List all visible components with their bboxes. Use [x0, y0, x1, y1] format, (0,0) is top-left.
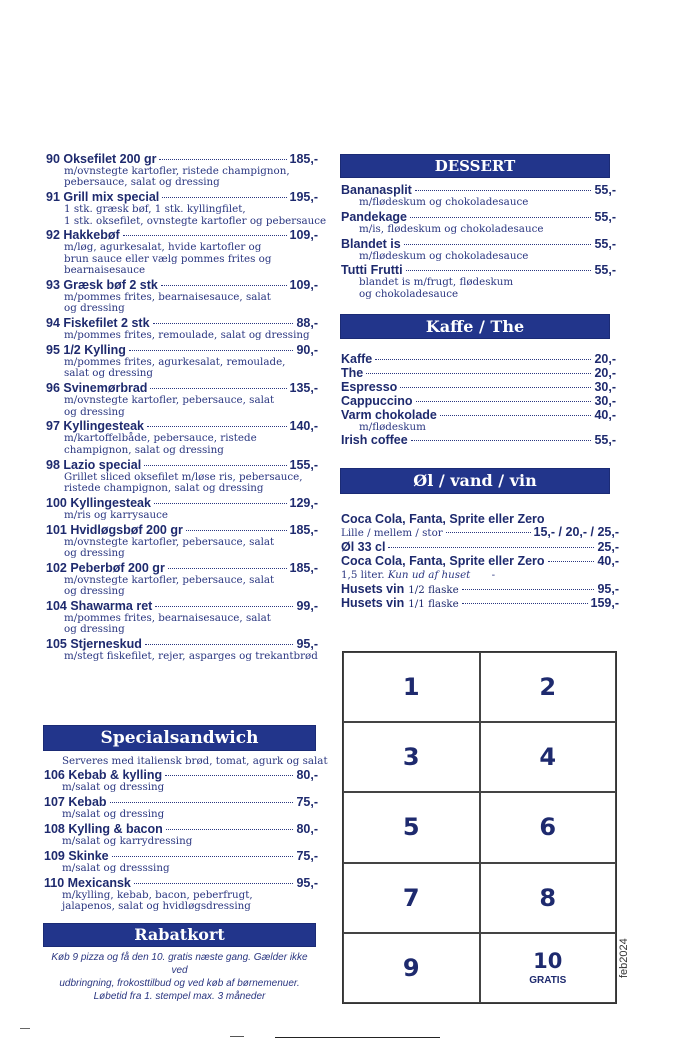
drinks-cola-sizes	[341, 526, 619, 539]
dot-leader	[162, 197, 286, 198]
menu-item-name: 106 Kebab & kylling	[44, 768, 163, 782]
menu-item-price: 40,-	[594, 408, 616, 422]
menu-item-price: 20,-	[594, 366, 616, 380]
stamp-cell	[343, 722, 480, 792]
menu-item-name: Bananasplit	[341, 183, 412, 197]
menu-item-head	[46, 278, 318, 292]
menu-item-head	[46, 599, 318, 613]
menu-item-price: 55,-	[594, 209, 616, 224]
menu-item-head	[341, 352, 616, 366]
menu-item-name: Varm chokolade	[341, 408, 437, 422]
menu-item-head	[46, 381, 318, 395]
menu-item-description: og dressing	[64, 623, 125, 636]
menu-item-description: m/ovnstegte kartofler, pebersauce, salat	[64, 394, 275, 407]
menu-item	[46, 599, 318, 636]
menu-item-description: m/stegt fiskefilet, rejer, asparges og trekantbrød	[64, 650, 318, 663]
menu-item-name: 94 Fiskefilet 2 stk	[46, 316, 150, 331]
menu-item-head	[341, 263, 616, 277]
menu-item-name: Irish coffee	[341, 433, 408, 448]
menu-item	[44, 876, 318, 913]
dot-leader	[144, 465, 286, 466]
menu-item-price: 90,-	[296, 343, 318, 357]
menu-item-name: 107 Kebab	[44, 795, 107, 809]
vin-full-size: 1/1 flaske	[408, 598, 459, 610]
dot-leader	[404, 244, 592, 245]
menu-item	[341, 263, 616, 300]
dot-leader	[166, 829, 294, 830]
menu-item-name: 96 Svinemørbrad	[46, 381, 148, 396]
menu-item	[341, 352, 616, 366]
menu-item	[341, 408, 616, 433]
menu-item-price: 30,-	[594, 394, 616, 408]
dot-leader	[147, 426, 287, 427]
specialsandwich-intro: Serveres med italiensk brød, tomat, agurk og salat	[62, 755, 328, 767]
menu-item	[341, 394, 616, 408]
specialsandwich-header: Specialsandwich	[44, 726, 315, 750]
stamp-cell-free	[480, 933, 617, 1003]
menu-item-name: The	[341, 366, 364, 380]
menu-item-name: Blandet is	[341, 236, 401, 251]
dot-leader	[388, 547, 594, 548]
menu-item-name: Kaffe	[341, 352, 373, 366]
menu-item-head	[46, 228, 318, 242]
rabatkort-line: Løbetid fra 1. stempel max. 3 måneder	[93, 991, 266, 1002]
menu-item-name: 105 Stjerneskud	[46, 637, 142, 652]
dot-leader	[161, 285, 287, 286]
menu-item-name: 93 Græsk bøf 2 stk	[46, 278, 158, 292]
stamp-cell	[480, 652, 617, 722]
menu-item	[46, 190, 327, 227]
menu-item	[341, 433, 616, 447]
menu-item-description: m/salat og dressing	[62, 781, 165, 793]
menu-item-name: 101 Hvidløgsbøf 200 gr	[46, 522, 183, 537]
menu-item-name: 108 Kylling & bacon	[44, 822, 163, 836]
dot-leader	[400, 387, 591, 388]
dot-leader	[462, 589, 595, 590]
menu-item-name: Pandekage	[341, 209, 408, 224]
menu-item-description: ristede champignon, salat og dressing	[64, 482, 264, 494]
menu-item-head	[46, 496, 318, 510]
stamp-card	[342, 651, 617, 1004]
scan-line	[275, 1037, 440, 1038]
stamp-cell	[480, 792, 617, 862]
menu-item-head	[46, 458, 318, 472]
menu-item-head	[46, 190, 318, 204]
dot-leader	[440, 415, 592, 416]
menu-item-description: m/is, flødeskum og chokoladesauce	[359, 222, 544, 235]
stamp-number: 4	[539, 743, 557, 772]
drinks-cola-large	[341, 554, 619, 568]
menu-item-price: 135,-	[289, 381, 318, 396]
menu-item-head	[341, 394, 616, 408]
menu-item-description: m/salat og dresssing	[62, 862, 170, 874]
menu-item-price: 140,-	[289, 419, 318, 434]
menu-item-description: m/ris og karrysauce	[64, 508, 169, 521]
dot-leader	[411, 440, 592, 441]
menu-item-price: 55,-	[594, 236, 616, 251]
drinks-cola-name: Coca Cola, Fanta, Sprite eller Zero	[341, 512, 545, 526]
menu-item-head	[44, 849, 318, 863]
dot-leader	[159, 159, 286, 160]
menu-item	[46, 316, 318, 341]
menu-item-name: 100 Kyllingesteak	[46, 495, 151, 510]
dot-leader	[153, 323, 294, 324]
dot-leader	[155, 606, 293, 607]
menu-item-price: 185,-	[289, 522, 318, 537]
menu-item	[46, 496, 318, 521]
menu-item-description: og chokoladesauce	[359, 287, 459, 300]
menu-item-description: og dressing	[64, 302, 125, 315]
menu-item-description: pebersauce, salat og dressing	[64, 176, 220, 189]
menu-item-price: 20,-	[594, 352, 616, 366]
dot-leader	[375, 359, 591, 360]
menu-item-name: Espresso	[341, 380, 398, 394]
menu-item-name: 109 Skinke	[44, 849, 109, 863]
menu-item-price: 185,-	[289, 560, 318, 575]
cola-large-price: 40,-	[597, 554, 619, 568]
menu-item-description: m/ovnstegte kartofler, pebersauce, salat	[64, 573, 275, 586]
rabatkort-line: udbringning, frokosttilbud og ved køb af børnemenuer.	[59, 978, 300, 989]
menu-item-head	[46, 561, 318, 575]
stamp-number: 9	[402, 953, 420, 982]
menu-item-price: 109,-	[289, 228, 318, 243]
menu-item	[44, 768, 318, 793]
menu-item	[44, 795, 318, 820]
stamp-number: 8	[539, 883, 557, 912]
menu-item-head	[341, 183, 616, 197]
drinks-ol	[341, 540, 619, 554]
menu-item-name: 91 Grill mix special	[46, 190, 160, 205]
menu-item-head	[341, 366, 616, 380]
stamp-cell	[343, 933, 480, 1003]
dot-leader	[446, 532, 531, 533]
menu-item-price: 109,-	[289, 278, 318, 292]
menu-item-name: 90 Oksefilet 200 gr	[46, 152, 157, 166]
menu-item-description: blandet is m/frugt, flødeskum	[359, 276, 514, 289]
menu-item-name: 92 Hakkebøf	[46, 228, 120, 243]
menu-item-name: 97 Kyllingesteak	[46, 419, 144, 434]
stamp-cell	[343, 863, 480, 933]
dot-leader	[154, 503, 287, 504]
rabatkort-text	[44, 951, 315, 1003]
cola-sizes-price: 15,- / 20,- / 25,-	[533, 525, 619, 539]
menu-item-description: m/flødeskum og chokoladesauce	[359, 249, 529, 262]
dot-leader	[415, 190, 592, 191]
cola-large-note-italic: Kun ud af huset	[387, 569, 471, 581]
menu-item-price: 129,-	[289, 495, 318, 510]
dot-leader	[150, 388, 286, 389]
menu-item	[341, 380, 616, 394]
menu-item-head	[44, 876, 318, 890]
menu-item-price: 185,-	[289, 152, 318, 166]
stamp-number: 6	[539, 813, 557, 842]
menu-item	[46, 458, 318, 495]
menu-item-price: 195,-	[289, 190, 318, 205]
menu-item-name: 102 Peberbøf 200 gr	[46, 560, 165, 575]
menu-item-price: 80,-	[296, 822, 318, 836]
stamp-cell	[343, 652, 480, 722]
drinks-vin-half	[341, 582, 619, 597]
cola-sizes-label: Lille / mellem / stor	[341, 527, 443, 539]
stamp-cell	[480, 722, 617, 792]
menu-item-description: og dressing	[64, 547, 125, 559]
menu-item-description: m/pommes frites, agurkesalat, remoulade,	[64, 356, 286, 368]
menu-item	[341, 237, 616, 262]
dot-leader	[165, 775, 293, 776]
menu-item	[46, 523, 318, 560]
stamp-number: 2	[539, 673, 557, 702]
scan-line	[230, 1036, 244, 1037]
cola-large-note-dash: -	[491, 569, 496, 581]
menu-item-head	[46, 343, 318, 357]
menu-item-head	[341, 237, 616, 251]
menu-item-description: 1 stk. oksefilet, ovnstegte kartofler og pebersauce	[64, 214, 327, 227]
menu-item	[46, 228, 318, 276]
ol-price: 25,-	[597, 540, 619, 554]
menu-item-head	[44, 768, 318, 782]
dessert-header: DESSERT	[341, 155, 609, 177]
dot-leader	[416, 401, 592, 402]
menu-item-description: m/ovnstegte kartofler, pebersauce, salat	[64, 535, 275, 548]
menu-item	[341, 183, 616, 208]
menu-item	[341, 210, 616, 235]
menu-item-head	[46, 316, 318, 330]
menu-item-head	[341, 408, 616, 422]
menu-item	[46, 637, 318, 662]
menu-item-head	[44, 822, 318, 836]
menu-item-description: m/flødeskum	[359, 421, 426, 433]
menu-item-price: 99,-	[296, 599, 318, 613]
dot-leader	[112, 856, 294, 857]
ol-name: Øl 33 cl	[341, 540, 386, 554]
menu-item-price: 80,-	[296, 768, 318, 782]
menu-item	[46, 561, 318, 598]
menu-item-description: m/salat og karrydressing	[62, 835, 193, 847]
menu-item-name: 104 Shawarma ret	[46, 599, 153, 613]
stamp-number: 7	[402, 883, 420, 912]
dot-leader	[462, 603, 588, 604]
menu-item-price: 75,-	[296, 795, 318, 809]
menu-item-name: 110 Mexicansk	[44, 876, 131, 890]
menu-item-description: m/salat og dressing	[62, 808, 165, 820]
menu-item-description: m/kartoffelbåde, pebersauce, ristede	[64, 432, 257, 445]
menu-item	[46, 419, 318, 456]
menu-item-price: 88,-	[296, 316, 318, 331]
drinks-vin-full	[341, 596, 619, 611]
menu-item-description: jalapenos, salat og hvidløgsdressing	[62, 900, 251, 913]
menu-item-price: 95,-	[296, 637, 318, 652]
menu-item-description: m/løg, agurkesalat, hvide kartofler og	[64, 241, 262, 254]
stamp-number: 3	[402, 743, 420, 772]
menu-item-price: 95,-	[296, 876, 318, 890]
dot-leader	[123, 235, 287, 236]
vin-half-price: 95,-	[597, 582, 619, 596]
menu-item-description: og dressing	[64, 585, 125, 598]
stamp-number: 5	[402, 813, 420, 842]
cola-large-name: Coca Cola, Fanta, Sprite eller Zero	[341, 554, 545, 568]
menu-item-head	[46, 637, 318, 651]
drinks-header: Øl / vand / vin	[341, 469, 609, 493]
dot-leader	[110, 802, 294, 803]
menu-item-price: 55,-	[594, 183, 616, 197]
dot-leader	[129, 350, 294, 351]
menu-item-head	[341, 433, 616, 447]
menu-item-description: m/flødeskum og chokoladesauce	[359, 196, 529, 208]
menu-item-price: 55,-	[594, 263, 616, 278]
menu-item	[341, 366, 616, 380]
menu-item-description: champignon, salat og dressing	[64, 443, 224, 456]
menu-item	[46, 381, 318, 418]
date-code: feb2024	[618, 938, 630, 978]
menu-item	[44, 822, 318, 847]
menu-item-head	[341, 380, 616, 394]
menu-item-description: Grillet sliced oksefilet m/løse ris, pebersauce,	[64, 470, 303, 483]
menu-item-description: og dressing	[64, 405, 125, 418]
dot-leader	[406, 270, 592, 271]
dot-leader	[168, 568, 287, 569]
menu-item-name: Cappuccino	[341, 394, 413, 408]
dot-leader	[366, 373, 591, 374]
menu-item-price: 55,-	[594, 433, 616, 448]
menu-item	[46, 278, 318, 315]
dot-leader	[134, 883, 294, 884]
dot-leader	[186, 530, 287, 531]
vin-half-name: Husets vin	[341, 582, 405, 596]
vin-half-size: 1/2 flaske	[408, 584, 459, 596]
menu-item-description: salat og dressing	[64, 367, 154, 380]
menu-item-head	[46, 523, 318, 537]
menu-item-price: 30,-	[594, 380, 616, 394]
menu-item-description: 1 stk. græsk bøf, 1 stk. kyllingfilet,	[64, 203, 246, 216]
drinks-cola-large-note	[341, 569, 495, 581]
menu-item-head	[341, 210, 616, 224]
cola-large-note: 1,5 liter.	[341, 569, 385, 581]
stamp-cell	[480, 863, 617, 933]
menu-item-description: m/kylling, kebab, bacon, peberfrugt,	[62, 889, 253, 901]
menu-item-description: brun sauce eller vælg pommes frites og	[64, 252, 272, 265]
rabatkort-header: Rabatkort	[44, 924, 315, 946]
stamp-cell	[343, 792, 480, 862]
dot-leader	[548, 561, 595, 562]
menu-item	[46, 152, 318, 189]
menu-item	[46, 343, 318, 380]
menu-item-head	[44, 795, 318, 809]
menu-item-name: 98 Lazio special	[46, 457, 142, 472]
vin-full-name: Husets vin	[341, 596, 405, 610]
menu-item-description: m/ovnstegte kartofler, ristede champignon,	[64, 165, 290, 177]
menu-item-name: Tutti Frutti	[341, 263, 403, 278]
menu-item-description: m/pommes frites, bearnaisesauce, salat	[64, 612, 271, 624]
menu-item-description: bearnaisesauce	[64, 264, 146, 277]
menu-item-name: 95 1/2 Kylling	[46, 343, 126, 357]
stamp-number: 10	[533, 949, 563, 974]
scan-line	[20, 1028, 30, 1029]
stamp-free-label: GRATIS	[529, 975, 567, 987]
stamp-number: 1	[402, 673, 420, 702]
menu-item-head	[46, 152, 318, 166]
menu-item	[44, 849, 318, 874]
dot-leader	[145, 644, 294, 645]
menu-item-price: 155,-	[289, 457, 318, 472]
menu-item-price: 75,-	[296, 849, 318, 863]
dot-leader	[410, 217, 591, 218]
rabatkort-line: Køb 9 pizza og få den 10. gratis næste gang. Gælder ikke ved	[51, 952, 308, 976]
vin-full-price: 159,-	[590, 596, 619, 610]
kaffe-header: Kaffe / The	[341, 315, 609, 338]
menu-item-description: m/pommes frites, bearnaisesauce, salat	[64, 291, 271, 303]
menu-item-description: m/pommes frites, remoulade, salat og dressing	[64, 329, 310, 342]
